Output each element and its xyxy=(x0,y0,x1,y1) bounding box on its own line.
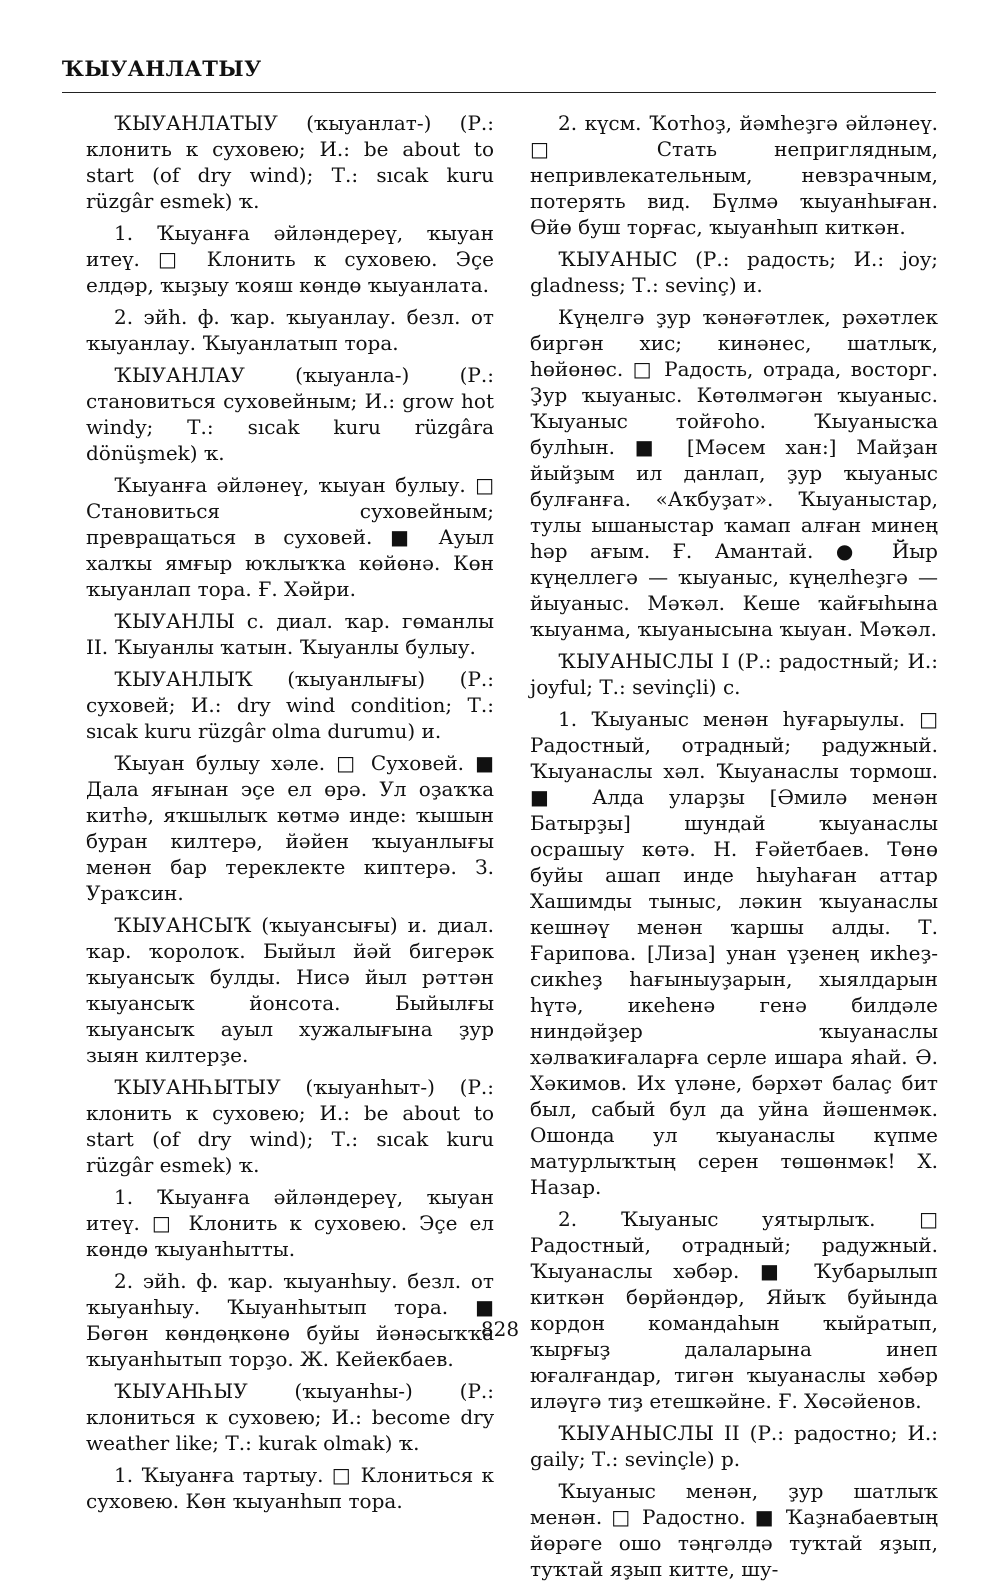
entry-paragraph: 1. Ҡыуаныс менән һуғарыулы. □ Радостный, отрадный; радужный. Ҡыуанаслы хәл. Ҡыуанаслы тормош. ■ Алда уларҙы [Әмилә менән Батырҙы] шундай ҡыуанаслы осрашыу көтә. Н. Ғәйетбаев. Төнө буйы ашап инде һыуһаған аттар Хашимды тыныс, ләкин ҡыуанаслы кешнәү менән ҡаршы алды. Т. Ғарипова. [Лиза] унан үҙенең икһеҙ-сикһеҙ һағыныуҙарын, хыялдарын һүтә, икеһенә генә билдәле ниндәйҙер ҡыуанаслы хәлваҡиғаларға серле ишара яһай. Ә. Хәкимов. Их үләне, бәрхәт балаҫ бит был, сабый бул да уйна йәшенмәк. Ошонда ул ҡыуанаслы күпме матурлыҡтың серен төшөнмәк! Х. Назар. xyxy=(530,707,938,1199)
entry-paragraph: 1. Ҡыуанға тартыу. □ Клониться к суховею. Көн ҡыуанһып тора. xyxy=(86,1463,494,1513)
entry-paragraph: ҠЫУАНЛЫҠ (ҡыуанлығы) (Р.: суховей; И.: dry wind condition; Т.: sıcak kuru rüzgâr olma durumu) и. xyxy=(86,667,494,743)
entry-paragraph: ҠЫУАНҺЫУ (ҡыуанһы-) (Р.: клониться к суховею; И.: become dry weather like; Т.: kurak olmak) ҡ. xyxy=(86,1379,494,1455)
entry-paragraph: Күңелгә ҙур ҡәнәғәтлек, рәхәтлек биргән хис; кинәнес, шатлыҡ, һөйөнөс. □ Радость, отрада, восторг. Ҙур ҡыуаныс. Көтөлмәгән ҡыуаныс. Ҡыуаныс тойғоһо. Ҡыуанысҡа булһын. ■ [Мәсем хан:] Майҙан йыйҙым ил данлап, ҙур ҡыуаныс булғанға. «Аҡбуҙат». Ҡыуаныстар, тулы ышаныстар ҡамап алған минең һәр ағым. Ғ. Амантай. ● Йыр күңеллегә — ҡыуаныс, күңелһеҙгә — йыуаныс. Мәҡәл. Кеше ҡайғыһына ҡыуанма, ҡыуанысына ҡыуан. Мәҡәл. xyxy=(530,305,938,641)
entry-paragraph: ҠЫУАНЫСЛЫ II (Р.: радостно; И.: gaily; Т.: sevinçle) р. xyxy=(530,1421,938,1471)
entry-paragraph: 2. эйһ. ф. ҡар. ҡыуанһыу. безл. от ҡыуанһыу. Ҡыуанһытып тора. ■ Бөгөн көндөңкөнө буйы йәнәсыҡҡа ҡыуанһытып торҙо. Ж. Кейекбаев. xyxy=(86,1269,494,1371)
right-column xyxy=(530,110,938,1588)
entry-paragraph: ҠЫУАНСЫҠ (ҡыуансығы) и. диал. ҡар. ҡоролоҡ. Быйыл йәй бигерәк ҡыуансыҡ булды. Нисә йыл рәттән ҡыуансыҡ йонсота. Быйылғы ҡыуансыҡ ауыл хужалығына ҙур зыян килтерҙе. xyxy=(86,913,494,1067)
entry-paragraph: ҠЫУАНЛЫ с. диал. ҡар. гөманлы II. Ҡыуанлы ҡатын. Ҡыуанлы булыу. xyxy=(86,609,494,659)
entry-paragraph: ҠЫУАНЫС (Р.: радость; И.: joy; gladness; Т.: sevinç) и. xyxy=(530,247,938,297)
entry-paragraph: 1. Ҡыуанға әйләндереү, ҡыуан итеү. □ Клонить к суховею. Эҫе ел көндө ҡыуанһытты. xyxy=(86,1185,494,1261)
entry-paragraph: ҠЫУАНҺЫТЫУ (ҡыуанһыт-) (Р.: клонить к суховею; И.: be about to start (of dry wind); Т.: sıcak kuru rüzgâr esmek) ҡ. xyxy=(86,1075,494,1177)
entry-paragraph: 2. эйһ. ф. ҡар. ҡыуанлау. безл. от ҡыуанлау. Ҡыуанлатып тора. xyxy=(86,305,494,355)
entry-paragraph: ҠЫУАНЫСЛЫ I (Р.: радостный; И.: joyful; Т.: sevinçli) с. xyxy=(530,649,938,699)
entry-paragraph: 2. күсм. Ҡотһоҙ, йәмһеҙгә әйләнеү. □ Стать неприглядным, непривлекательным, невзрачным, потерять вид. Бүлмә ҡыуанһыған. Өйө буш торғас, ҡыуанһып киткән. xyxy=(530,111,938,239)
entry-paragraph: Ҡыуанға әйләнеү, ҡыуан булыу. □ Становиться суховейным; превращаться в суховей. ■ Ауыл халҡы ямғыр юҡлыҡҡа көйөнә. Көн ҡыуанлап тора. Ғ. Хәйри. xyxy=(86,473,494,601)
entry-paragraph: Ҡыуаныс менән, ҙур шатлыҡ менән. □ Радостно. ■ Ҡаҙнабаевтың йөрәге ошо тәңгәлдә туҡтай яҙып, туҡтай яҙып китте, шу- xyxy=(530,1479,938,1581)
entry-paragraph: ҠЫУАНЛАТЫУ (ҡыуанлат-) (Р.: клонить к суховею; И.: be about to start (of dry wind); Т.: sıcak kuru rüzgâr esmek) ҡ. xyxy=(86,111,494,213)
left-column xyxy=(86,110,494,1520)
page-number: 828 xyxy=(480,1317,520,1341)
entry-paragraph: 2. Ҡыуаныс уятырлыҡ. □ Радостный, отрадный; радужный. Ҡыуанаслы хәбәр. ■ Ҡубарылып киткән бөрйәндәр, Яйыҡ буйында кордон командаһын ҡыйратып, ҡырғыҙ далаларына инеп юғалғандар, тигән ҡыуанаслы хәбәр иләүгә тиҙ етешкәйне. Ғ. Хөсәйенов. xyxy=(530,1207,938,1413)
running-head: ҠЫУАНЛАТЫУ xyxy=(62,56,262,81)
entry-paragraph: ҠЫУАНЛАУ (ҡыуанла-) (Р.: становиться суховейным; И.: grow hot windy; Т.: sıcak kuru rüzgâra dönüşmek) ҡ. xyxy=(86,363,494,465)
entry-paragraph: Ҡыуан булыу хәле. □ Суховей. ■ Дала яғынан эҫе ел өрә. Ул оҙаҡҡа китһә, яҡшылыҡ көтмә инде: ҡышын буран килтерә, йәйен ҡыуанлығы менән бар тереклекте киптерә. З. Ураҡсин. xyxy=(86,751,494,905)
entry-paragraph: 1. Ҡыуанға әйләндереү, ҡыуан итеү. □ Клонить к суховею. Эҫе елдәр, ҡыҙыу ҡояш көндө ҡыуанлата. xyxy=(86,221,494,297)
header-rule xyxy=(62,92,936,93)
